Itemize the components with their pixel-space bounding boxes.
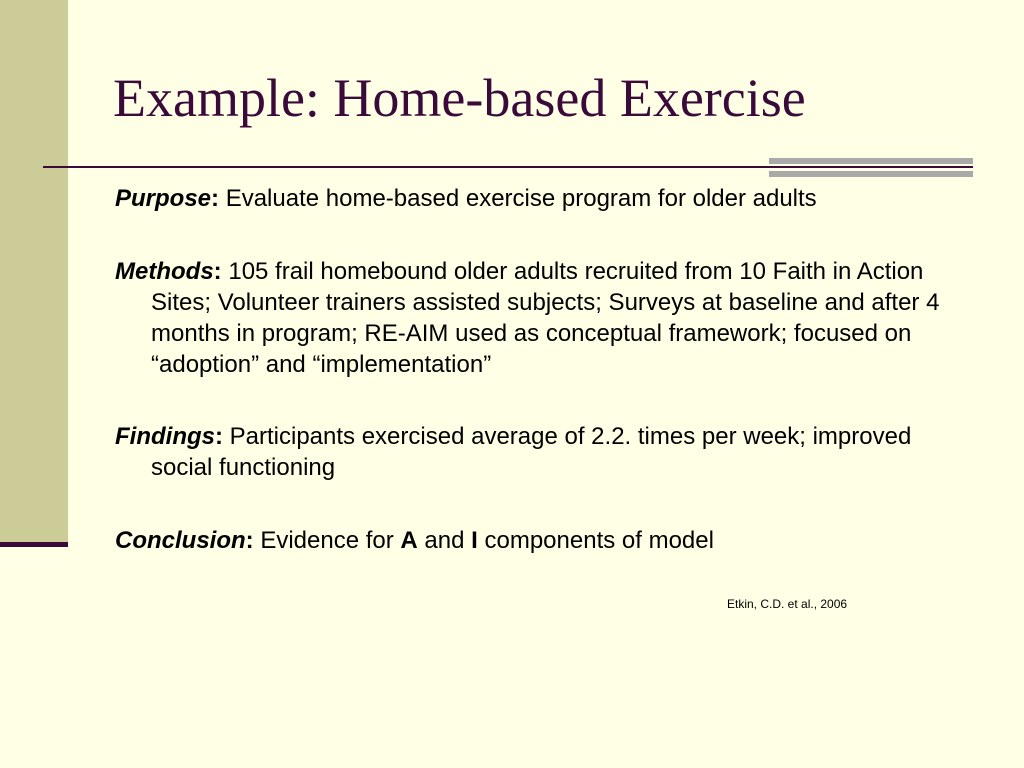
methods-label: Methods bbox=[115, 258, 214, 285]
conclusion-text-after: components of model bbox=[477, 527, 714, 554]
left-decorative-bar bbox=[0, 0, 68, 545]
purpose-text: Evaluate home-based exercise program for older adults bbox=[219, 185, 817, 212]
conclusion-bold-a: A bbox=[400, 527, 418, 554]
accent-band-top bbox=[769, 158, 973, 164]
purpose-colon: : bbox=[211, 185, 220, 212]
purpose-paragraph bbox=[115, 183, 975, 214]
citation: Etkin, C.D. et al., 2006 bbox=[727, 597, 848, 611]
conclusion-colon: : bbox=[245, 527, 254, 554]
findings-colon: : bbox=[214, 423, 223, 450]
conclusion-text-before: Evidence for bbox=[253, 527, 401, 554]
findings-text: Participants exercised average of 2.2. times per week; improved social functioning bbox=[151, 423, 912, 481]
conclusion-bold-i: I bbox=[471, 527, 478, 554]
slide-title: Example: Home-based Exercise bbox=[113, 68, 806, 128]
title-accent-bands bbox=[769, 158, 973, 179]
conclusion-text-middle: and bbox=[417, 527, 472, 554]
slide-body bbox=[115, 183, 975, 556]
methods-colon: : bbox=[213, 258, 222, 285]
accent-band-bottom bbox=[769, 171, 973, 177]
findings-label: Findings bbox=[115, 423, 215, 450]
methods-paragraph bbox=[115, 256, 975, 380]
conclusion-label: Conclusion bbox=[115, 527, 246, 554]
methods-text: 105 frail homebound older adults recruited from 10 Faith in Action Sites; Volunteer trainers assisted subjects; Surveys at baseline and after 4 months in program; RE-AIM used as conceptual framework; focused on “adoption” and “implementation” bbox=[151, 258, 940, 378]
purpose-label: Purpose bbox=[115, 185, 212, 212]
left-bar-bottom-rule bbox=[0, 542, 68, 547]
findings-paragraph bbox=[115, 421, 975, 483]
conclusion-paragraph bbox=[115, 525, 975, 556]
